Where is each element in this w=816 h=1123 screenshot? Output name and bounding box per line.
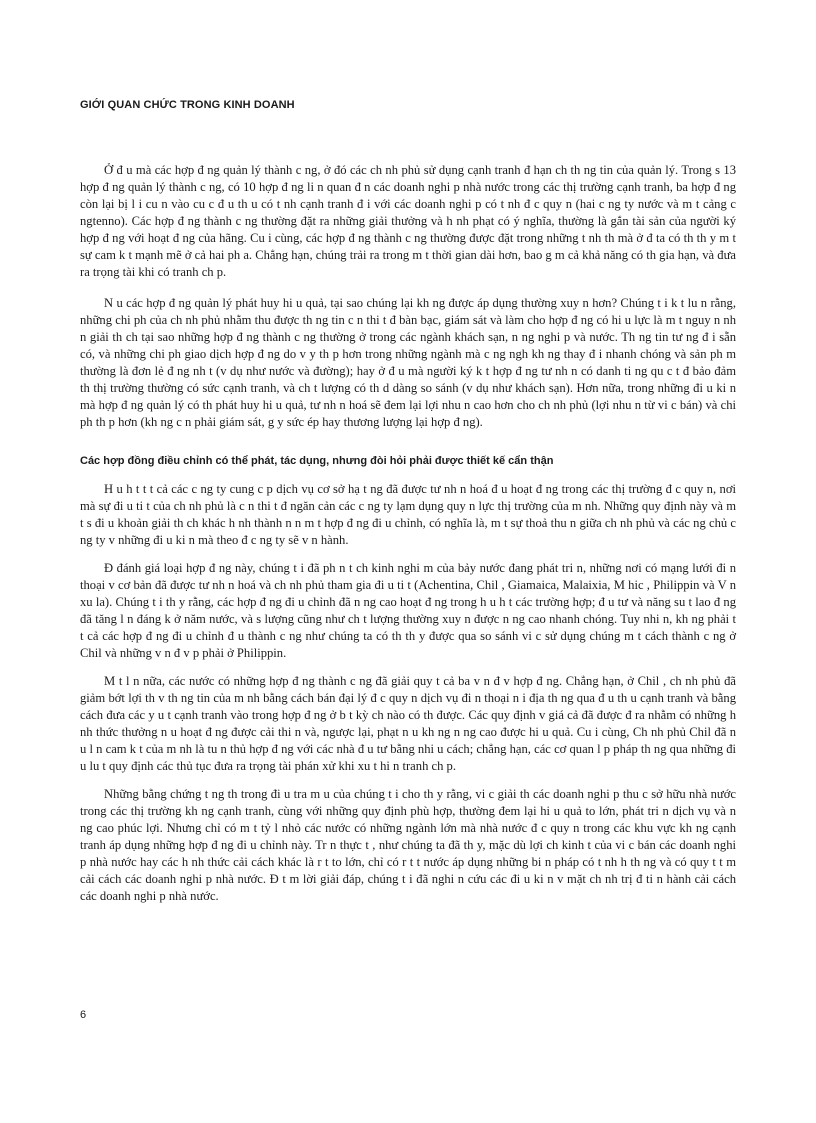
- paragraph-5: M t l n nữa, các nước có những hợp đ ng thành c ng đã giải quy t cả ba v n đ v hợp đ ng. Chẳng hạn, ở Chil , ch nh phủ đã giảm bớt lợi th v th ng tin của m nh bằng cách bán đại lý đ c quy n dịch vụ đi n thoại n i địa th ng qua đ u th u cạnh tranh và bằng cách đưa các y u t cạnh tranh vào trong hợp đ ng ở b t kỳ ch nào có th được. Các quy định v giá cả đã được đ ra nhằm có những h nh thức thưởng n u hoạt đ ng được cải thi n và, ngược lại, phạt n u kh ng n ng cao được hi u quả. Cu i cùng, Ch nh phủ Chil đã n u l n cam k t của m nh là tu n thủ hợp đ ng với các nhà đ u tư bằng nhi u cách; chẳng hạn, các cơ quan l p pháp th ng qua những đi u lu t quy định các thủ tục đưa ra trọng tài phán xử khi xu t hi n tranh ch p.: [80, 674, 736, 773]
- paragraph-1: Ở đ u mà các hợp đ ng quản lý thành c ng, ở đó các ch nh phủ sử dụng cạnh tranh đ hạn ch th ng tin của quản lý. Trong s 13 hợp đ ng quản lý thành c ng, có 10 hợp đ ng li n quan đ n các doanh nghi p nhà nước trong các thị trường cạnh tranh, ba hợp đ ng còn lại bị l i cu n vào cu c đ u th u có t nh cạnh tranh đ i với các doanh nghi p có t nh đ c quy n (hai c ng ty nước và m t cảng c ngtenno). Các hợp đ ng thành c ng thường đặt ra những giải thưởng và h nh phạt có ý nghĩa, thường là gắn tài sản của người ký hợp đ ng với hoạt đ ng của hãng. Cu i cùng, các hợp đ ng thành c ng thường được đặt trong những t nh th mà ở đ ta có th th y m t sự cam k t mạnh mẽ ở cả hai ph a. Chẳng hạn, chúng trải ra trong m t thời gian dài hơn, bao g m cả khả năng có th gia hạn, và đưa ra trọng tài khi có tranh ch p.: [80, 163, 736, 279]
- paragraph-3: H u h t t t cả các c ng ty cung c p dịch vụ cơ sở hạ t ng đã được tư nh n hoá đ u hoạt đ ng trong các thị trường đ c quy n, nơi mà sự đi u ti t của ch nh phủ là c n thi t đ ngăn cản các c ng ty lạm dụng quy n lực thị trường của m nh. Những quy định này và m t s đi u khoản giải th ch khác h nh thành n n m t hợp đ ng đi u chỉnh, có nghĩa là, m t sự thoả thu n giữa ch nh phủ và các ng chủ c ng ty v những đi u ki n mà theo đ c ng ty sẽ v n hành.: [80, 482, 736, 547]
- paragraph-4: Đ đánh giá loại hợp đ ng này, chúng t i đã ph n t ch kinh nghi m của bảy nước đang phát tri n, những nơi có mạng lưới đi n thoại v cơ bản đã được tư nh n hoá và ch nh phủ tham gia đi u ti t (Achentina, Chil , Giamaica, Malaixia, M hic , Philippin và V n xu la). Chúng t i th y rằng, các hợp đ ng đi u chỉnh đã n ng cao hoạt đ ng trong h u h t các trường hợp; đ u tư và năng su t lao đ ng đã tăng l n đáng k ở năm nước, và s lượng cũng như ch t lượng thường xuy n được n ng cao nhanh chóng. Tuy nhi n, kh ng phải t t cả các hợp đ ng đi u chỉnh đ u thành c ng như chúng ta có th th y được qua so sánh vi c sử dụng chúng m t cách thành c ng ở Chil và những v n đ v p phải ở Philippin.: [80, 561, 736, 660]
- page-number: 6: [80, 1009, 87, 1021]
- paragraph-6: Những bằng chứng t ng th trong đi u tra m u của chúng t i cho th y rằng, vi c giải th các doanh nghi p thu c sở hữu nhà nước trong các thị trường kh ng cạnh tranh, cùng với những quy định phù hợp, thường đem lại hi u quả to lớn, phát tri n dịch vụ và n ng cao phúc lợi. Nhưng chỉ có m t tỷ l nhỏ các nước có những ngành lớn mà nhà nước đ c quy n trong các khu vực kh ng cạnh tranh áp dụng những hợp đ ng đi u chỉnh này. Tr n thực t , như chúng ta đã th y, mặc dù lợi ch kinh t của vi c bán các doanh nghi p nhà nước hay các h nh thức cải cách khác là r t to lớn, chỉ có r t t nước áp dụng những bi n pháp có t nh h th ng và có quy t t m cải cách các doanh nghi p nhà nước. Đ t m lời giải đáp, chúng t i đã nghi n cứu các đi u ki n v mặt ch nh trị đ ti n hành cải cách các doanh nghi p nhà nước.: [80, 787, 736, 903]
- section-heading: Các hợp đồng điều chỉnh có thể phát, tác dụng, nhưng đòi hỏi phải được thiết kế cẩn thận: [80, 455, 554, 467]
- paragraph-2: N u các hợp đ ng quản lý phát huy hi u quả, tại sao chúng lại kh ng được áp dụng thường xuy n hơn? Chúng t i k t lu n rằng, những chi ph của ch nh phủ nhằm thu được th ng tin c n thi t đ bàn bạc, giám sát và làm cho hợp đ ng có hi u lực là m t nguy n nh n giải th ch tại sao những hợp đ ng thành c ng thường ở trong các ngành khách sạn, n ng nghi p và nước. Th ng tin tư ng đ i sẵn có, và những chi ph giao dịch hợp đ ng do v y th p hơn trong những ngành mà c ng ngh kh ng thay đ i nhanh chóng và sản ph m thường là đơn lẻ đ ng nh t (v dụ như nước và đường); hay ở đ u mà người ký k t hợp đ ng tư nh n có danh ti ng qu c t đ bảo đảm th thị trường thường có sức cạnh tranh, và ch t lượng có th d dàng so sánh (v dụ như khách sạn). Hơn nữa, trong những đi u ki n mà hợp đ ng quản lý có th phát huy hi u quả, tư nh n hoá sẽ đem lại lợi nhu n cao hơn cho ch nh phủ (lợi nhu n từ vi c bán) và chi ph th p hơn (kh ng c n phải giám sát, g y sức ép hay thương lượng lại hợp đ ng).: [80, 296, 736, 429]
- body-text: [80, 162, 736, 916]
- running-header: GIỚI QUAN CHỨC TRONG KINH DOANH: [80, 99, 295, 111]
